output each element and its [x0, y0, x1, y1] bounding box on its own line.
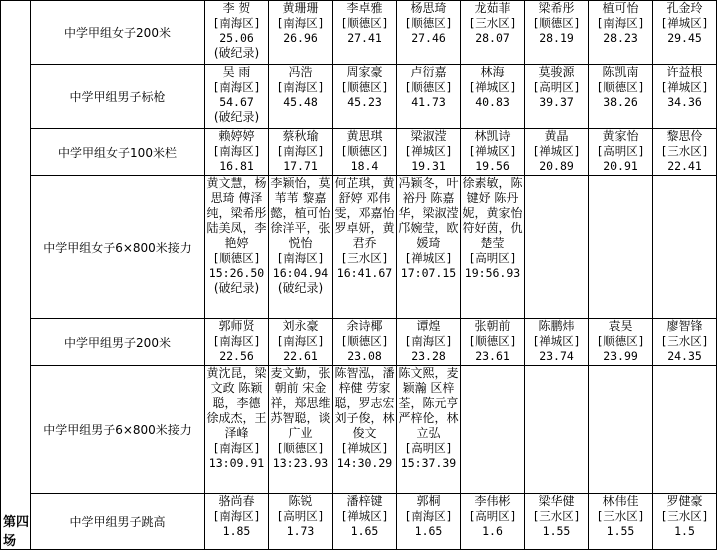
athlete-cell: [589, 319, 653, 366]
athlete-result: 1.65: [414, 524, 443, 538]
athlete-result: 13:23.93: [272, 456, 329, 470]
athlete-district: [顺德区]: [596, 334, 645, 348]
athlete-cell: [461, 1, 525, 65]
athlete-cell: [589, 129, 653, 176]
event-row: [1, 176, 717, 319]
athlete-name: 许益根: [666, 65, 703, 79]
athlete-cell: [653, 494, 717, 550]
athlete-name: 冯浩: [288, 65, 313, 79]
athlete-result: 1.55: [542, 524, 571, 538]
athlete-result: 1.85: [222, 524, 251, 538]
athlete-district: [三水区]: [660, 144, 709, 158]
athlete-name: 黄家怡: [602, 129, 639, 143]
athlete-name: 余诗椰: [346, 319, 383, 333]
athlete-district: [南海区]: [212, 334, 261, 348]
athlete-district: [南海区]: [276, 144, 325, 158]
athlete-name: 李颖怡，莫苇苇 黎嘉懿，植可怡 徐洋平，张悦怡: [270, 176, 331, 250]
athlete-result: 28.19: [539, 31, 574, 45]
athlete-cell: [653, 366, 717, 494]
athlete-cell: [269, 319, 333, 366]
athlete-name: 李 贺: [222, 1, 251, 15]
athlete-result: 19.56: [475, 159, 510, 173]
athlete-district: [顺德区]: [340, 80, 389, 94]
athlete-district: [三水区]: [596, 509, 645, 523]
athlete-result: 23.61: [475, 349, 510, 363]
record-note: (破纪录): [213, 281, 260, 295]
athlete-result: 17.71: [283, 159, 318, 173]
athlete-cell: [525, 129, 589, 176]
event-name: 中学甲组女子100米栏: [31, 129, 205, 176]
athlete-cell: [525, 319, 589, 366]
athlete-cell: [269, 65, 333, 129]
athlete-district: [南海区]: [212, 144, 261, 158]
event-name: 中学甲组男子6×800米接力: [31, 366, 205, 494]
athlete-name: 吴 雨: [222, 65, 251, 79]
athlete-name: 黄沈昆，梁文政 陈颖聪，李德 徐成杰，王泽峰: [206, 366, 267, 440]
athlete-name: 骆尚春: [218, 494, 255, 508]
athlete-cell: [461, 319, 525, 366]
athlete-district: [三水区]: [660, 334, 709, 348]
athlete-result: 1.55: [606, 524, 635, 538]
athlete-district: [顺德区]: [532, 16, 581, 30]
athlete-result: 19:56.93: [464, 266, 521, 280]
athlete-cell: [205, 65, 269, 129]
athlete-result: 34.36: [667, 95, 702, 109]
athlete-name: 梁华健: [538, 494, 575, 508]
athlete-name: 潘梓键: [346, 494, 383, 508]
athlete-result: 28.23: [603, 31, 638, 45]
athlete-cell: [333, 366, 397, 494]
athlete-name: 梁淑滢: [410, 129, 447, 143]
event-name: 中学甲组男子标枪: [31, 65, 205, 129]
athlete-district: [顺德区]: [340, 144, 389, 158]
athlete-name: 廖智锋: [666, 319, 703, 333]
event-name: 中学甲组女子200米: [31, 1, 205, 65]
event-name: 中学甲组男子200米: [31, 319, 205, 366]
athlete-district: [禅城区]: [532, 144, 581, 158]
athlete-cell: [333, 65, 397, 129]
athlete-district: [高明区]: [276, 509, 325, 523]
athlete-name: 徐素敏，陈键妤 陈丹妮，黄家怡 符好茵，仇楚莹: [462, 176, 523, 250]
athlete-result: 39.37: [539, 95, 574, 109]
athlete-name: 植可怡: [602, 1, 639, 15]
event-name: 中学甲组女子6×800米接力: [31, 176, 205, 319]
athlete-result: 20.89: [539, 159, 574, 173]
athlete-district: [顺德区]: [404, 16, 453, 30]
athlete-name: 龙茹菲: [474, 1, 511, 15]
record-note: (破纪录): [213, 46, 260, 60]
athlete-name: 陈锐: [288, 494, 313, 508]
athlete-cell: [397, 494, 461, 550]
athlete-result: 23.99: [603, 349, 638, 363]
athlete-result: 15:37.39: [400, 456, 457, 470]
athlete-name: 罗健豪: [666, 494, 703, 508]
athlete-district: [南海区]: [276, 334, 325, 348]
athlete-name: 陈凯南: [602, 65, 639, 79]
athlete-result: 25.06: [219, 31, 254, 45]
athlete-district: [顺德区]: [212, 251, 261, 265]
athlete-cell: [461, 129, 525, 176]
athlete-cell: [589, 494, 653, 550]
athlete-cell: [525, 65, 589, 129]
athlete-cell: [333, 494, 397, 550]
athlete-result: 23.28: [411, 349, 446, 363]
athlete-cell: [461, 65, 525, 129]
athlete-cell: [333, 1, 397, 65]
athlete-district: [高明区]: [468, 509, 517, 523]
athlete-district: [三水区]: [468, 16, 517, 30]
athlete-result: 18.4: [350, 159, 379, 173]
athlete-result: 22.56: [219, 349, 254, 363]
event-row: [1, 129, 717, 176]
athlete-result: 27.46: [411, 31, 446, 45]
athlete-district: [南海区]: [212, 509, 261, 523]
athlete-cell: [269, 1, 333, 65]
athlete-name: 刘永豪: [282, 319, 319, 333]
athlete-district: [禅城区]: [404, 251, 453, 265]
athlete-cell: [333, 176, 397, 319]
athlete-name: 陈鹏炜: [538, 319, 575, 333]
athlete-name: 莫骏源: [538, 65, 575, 79]
athlete-name: 麦文勤，张朝前 宋金祥，郑思维 苏智聪，谈广业: [270, 366, 331, 440]
athlete-result: 14:30.29: [336, 456, 393, 470]
athlete-cell: [653, 129, 717, 176]
athlete-district: [高明区]: [596, 144, 645, 158]
athlete-result: 45.48: [283, 95, 318, 109]
athlete-result: 1.65: [350, 524, 379, 538]
athlete-name: 林伟佳: [602, 494, 639, 508]
athlete-name: 杨思琦: [410, 1, 447, 15]
athlete-district: [三水区]: [660, 509, 709, 523]
event-row: [1, 494, 717, 550]
athlete-district: [南海区]: [276, 16, 325, 30]
athlete-result: 20.91: [603, 159, 638, 173]
athlete-district: [顺德区]: [468, 334, 517, 348]
athlete-district: [南海区]: [404, 509, 453, 523]
athlete-cell: [589, 176, 653, 319]
athlete-result: 16:04.94: [272, 266, 329, 280]
athlete-cell: [397, 129, 461, 176]
athlete-result: 40.83: [475, 95, 510, 109]
athlete-cell: [205, 366, 269, 494]
athlete-result: 28.07: [475, 31, 510, 45]
athlete-result: 41.73: [411, 95, 446, 109]
athlete-name: 袁昊: [608, 319, 633, 333]
athlete-name: 谭煌: [416, 319, 441, 333]
athlete-district: [南海区]: [404, 334, 453, 348]
athlete-result: 1.5: [674, 524, 695, 538]
athlete-result: 22.41: [667, 159, 702, 173]
athlete-district: [禅城区]: [660, 16, 709, 30]
record-note: (破纪录): [213, 110, 260, 124]
athlete-name: 林凯诗: [474, 129, 511, 143]
athlete-result: 15:26.50: [208, 266, 265, 280]
athlete-result: 19.31: [411, 159, 446, 173]
athlete-cell: [397, 319, 461, 366]
athlete-cell: [333, 319, 397, 366]
athlete-district: [高明区]: [404, 441, 453, 455]
athlete-cell: [589, 366, 653, 494]
athlete-district: [顺德区]: [276, 441, 325, 455]
athlete-district: [三水区]: [532, 509, 581, 523]
athlete-name: 周家豪: [346, 65, 383, 79]
event-name: 中学甲组男子跳高: [31, 494, 205, 550]
athlete-cell: [653, 65, 717, 129]
athlete-result: 38.26: [603, 95, 638, 109]
athlete-name: 黄思琪: [346, 129, 383, 143]
athlete-cell: [205, 494, 269, 550]
athlete-result: 24.35: [667, 349, 702, 363]
athlete-cell: [397, 65, 461, 129]
athlete-result: 17:07.15: [400, 266, 457, 280]
athlete-name: 梁希彤: [538, 1, 575, 15]
athlete-district: [南海区]: [212, 16, 261, 30]
athlete-cell: [461, 366, 525, 494]
athlete-cell: [205, 176, 269, 319]
athlete-result: 1.73: [286, 524, 315, 538]
event-row: [1, 319, 717, 366]
event-row: [1, 366, 717, 494]
athlete-cell: [269, 494, 333, 550]
athlete-district: [南海区]: [276, 251, 325, 265]
athlete-name: 冯颖冬，叶裕丹 陈嘉华，梁淑滢 邝婉莹，欧媛琦: [398, 176, 459, 250]
athlete-district: [南海区]: [212, 441, 261, 455]
athlete-name: 黎思伶: [666, 129, 703, 143]
athlete-name: 林海: [480, 65, 505, 79]
athlete-name: 陈文熙，麦颖瀚 区梓荃，陈元亨 严梓伦，林立弘: [398, 366, 459, 440]
athlete-result: 27.41: [347, 31, 382, 45]
athlete-cell: [461, 494, 525, 550]
athlete-cell: [269, 176, 333, 319]
athlete-cell: [269, 366, 333, 494]
athlete-name: 孔金玲: [666, 1, 703, 15]
athlete-result: 22.61: [283, 349, 318, 363]
athlete-district: [高明区]: [468, 251, 517, 265]
athlete-name: 李伟彬: [474, 494, 511, 508]
athlete-cell: [653, 176, 717, 319]
athlete-cell: [205, 129, 269, 176]
athlete-cell: [525, 366, 589, 494]
athlete-name: 黄文慧，杨思琦 傅泽纯，梁希彤 陆美凤，李艳婷: [206, 176, 267, 250]
event-row: [1, 65, 717, 129]
athlete-result: 45.23: [347, 95, 382, 109]
athlete-district: [禅城区]: [340, 441, 389, 455]
athlete-district: [南海区]: [276, 80, 325, 94]
athlete-cell: [397, 1, 461, 65]
athlete-name: 陈智泓，潘梓健 劳家聪，罗志宏 刘子俊，林俊文: [334, 366, 395, 440]
athlete-district: [顺德区]: [340, 334, 389, 348]
athlete-name: 蔡秋瑜: [282, 129, 319, 143]
athlete-district: [禅城区]: [340, 509, 389, 523]
athlete-district: [顺德区]: [404, 80, 453, 94]
athlete-cell: [397, 366, 461, 494]
athlete-cell: [205, 319, 269, 366]
athlete-cell: [269, 129, 333, 176]
record-note: (破纪录): [277, 281, 324, 295]
athlete-cell: [653, 319, 717, 366]
venue-label: 第四场: [1, 1, 31, 550]
athlete-cell: [589, 1, 653, 65]
athlete-result: 26.96: [283, 31, 318, 45]
athlete-name: 黄珊珊: [282, 1, 319, 15]
athlete-cell: [525, 494, 589, 550]
athlete-result: 23.74: [539, 349, 574, 363]
athlete-cell: [397, 176, 461, 319]
athlete-cell: [653, 1, 717, 65]
athlete-result: 23.08: [347, 349, 382, 363]
athlete-district: [南海区]: [596, 16, 645, 30]
athlete-result: 54.67: [219, 95, 254, 109]
athlete-district: [顺德区]: [596, 80, 645, 94]
athlete-name: 李卓雅: [346, 1, 383, 15]
athlete-district: [禅城区]: [468, 144, 517, 158]
athlete-district: [三水区]: [340, 251, 389, 265]
athlete-result: 16.81: [219, 159, 254, 173]
athlete-name: 赖婷婷: [218, 129, 255, 143]
athlete-cell: [461, 176, 525, 319]
athlete-result: 13:09.91: [208, 456, 265, 470]
athlete-name: 卢衍嘉: [410, 65, 447, 79]
athlete-name: 张朝前: [474, 319, 511, 333]
athlete-name: 郭桐: [416, 494, 441, 508]
athlete-district: [禅城区]: [468, 80, 517, 94]
athlete-district: [高明区]: [532, 80, 581, 94]
athlete-result: 1.6: [482, 524, 503, 538]
athlete-name: 黄晶: [544, 129, 569, 143]
athlete-cell: [525, 1, 589, 65]
athlete-district: [南海区]: [212, 80, 261, 94]
athlete-cell: [589, 65, 653, 129]
athlete-cell: [525, 176, 589, 319]
athlete-name: 郭师贤: [218, 319, 255, 333]
athlete-district: [禅城区]: [404, 144, 453, 158]
athlete-district: [顺德区]: [340, 16, 389, 30]
athlete-district: [禅城区]: [660, 80, 709, 94]
athlete-cell: [333, 129, 397, 176]
event-row: [1, 1, 717, 65]
athlete-district: [禅城区]: [532, 334, 581, 348]
athlete-cell: [205, 1, 269, 65]
athlete-result: 16:41.67: [336, 266, 393, 280]
athlete-result: 29.45: [667, 31, 702, 45]
athlete-name: 何芷琪，黄舒婷 邓伟雯，邓嘉怡 罗卓妍，黄君乔: [334, 176, 395, 250]
